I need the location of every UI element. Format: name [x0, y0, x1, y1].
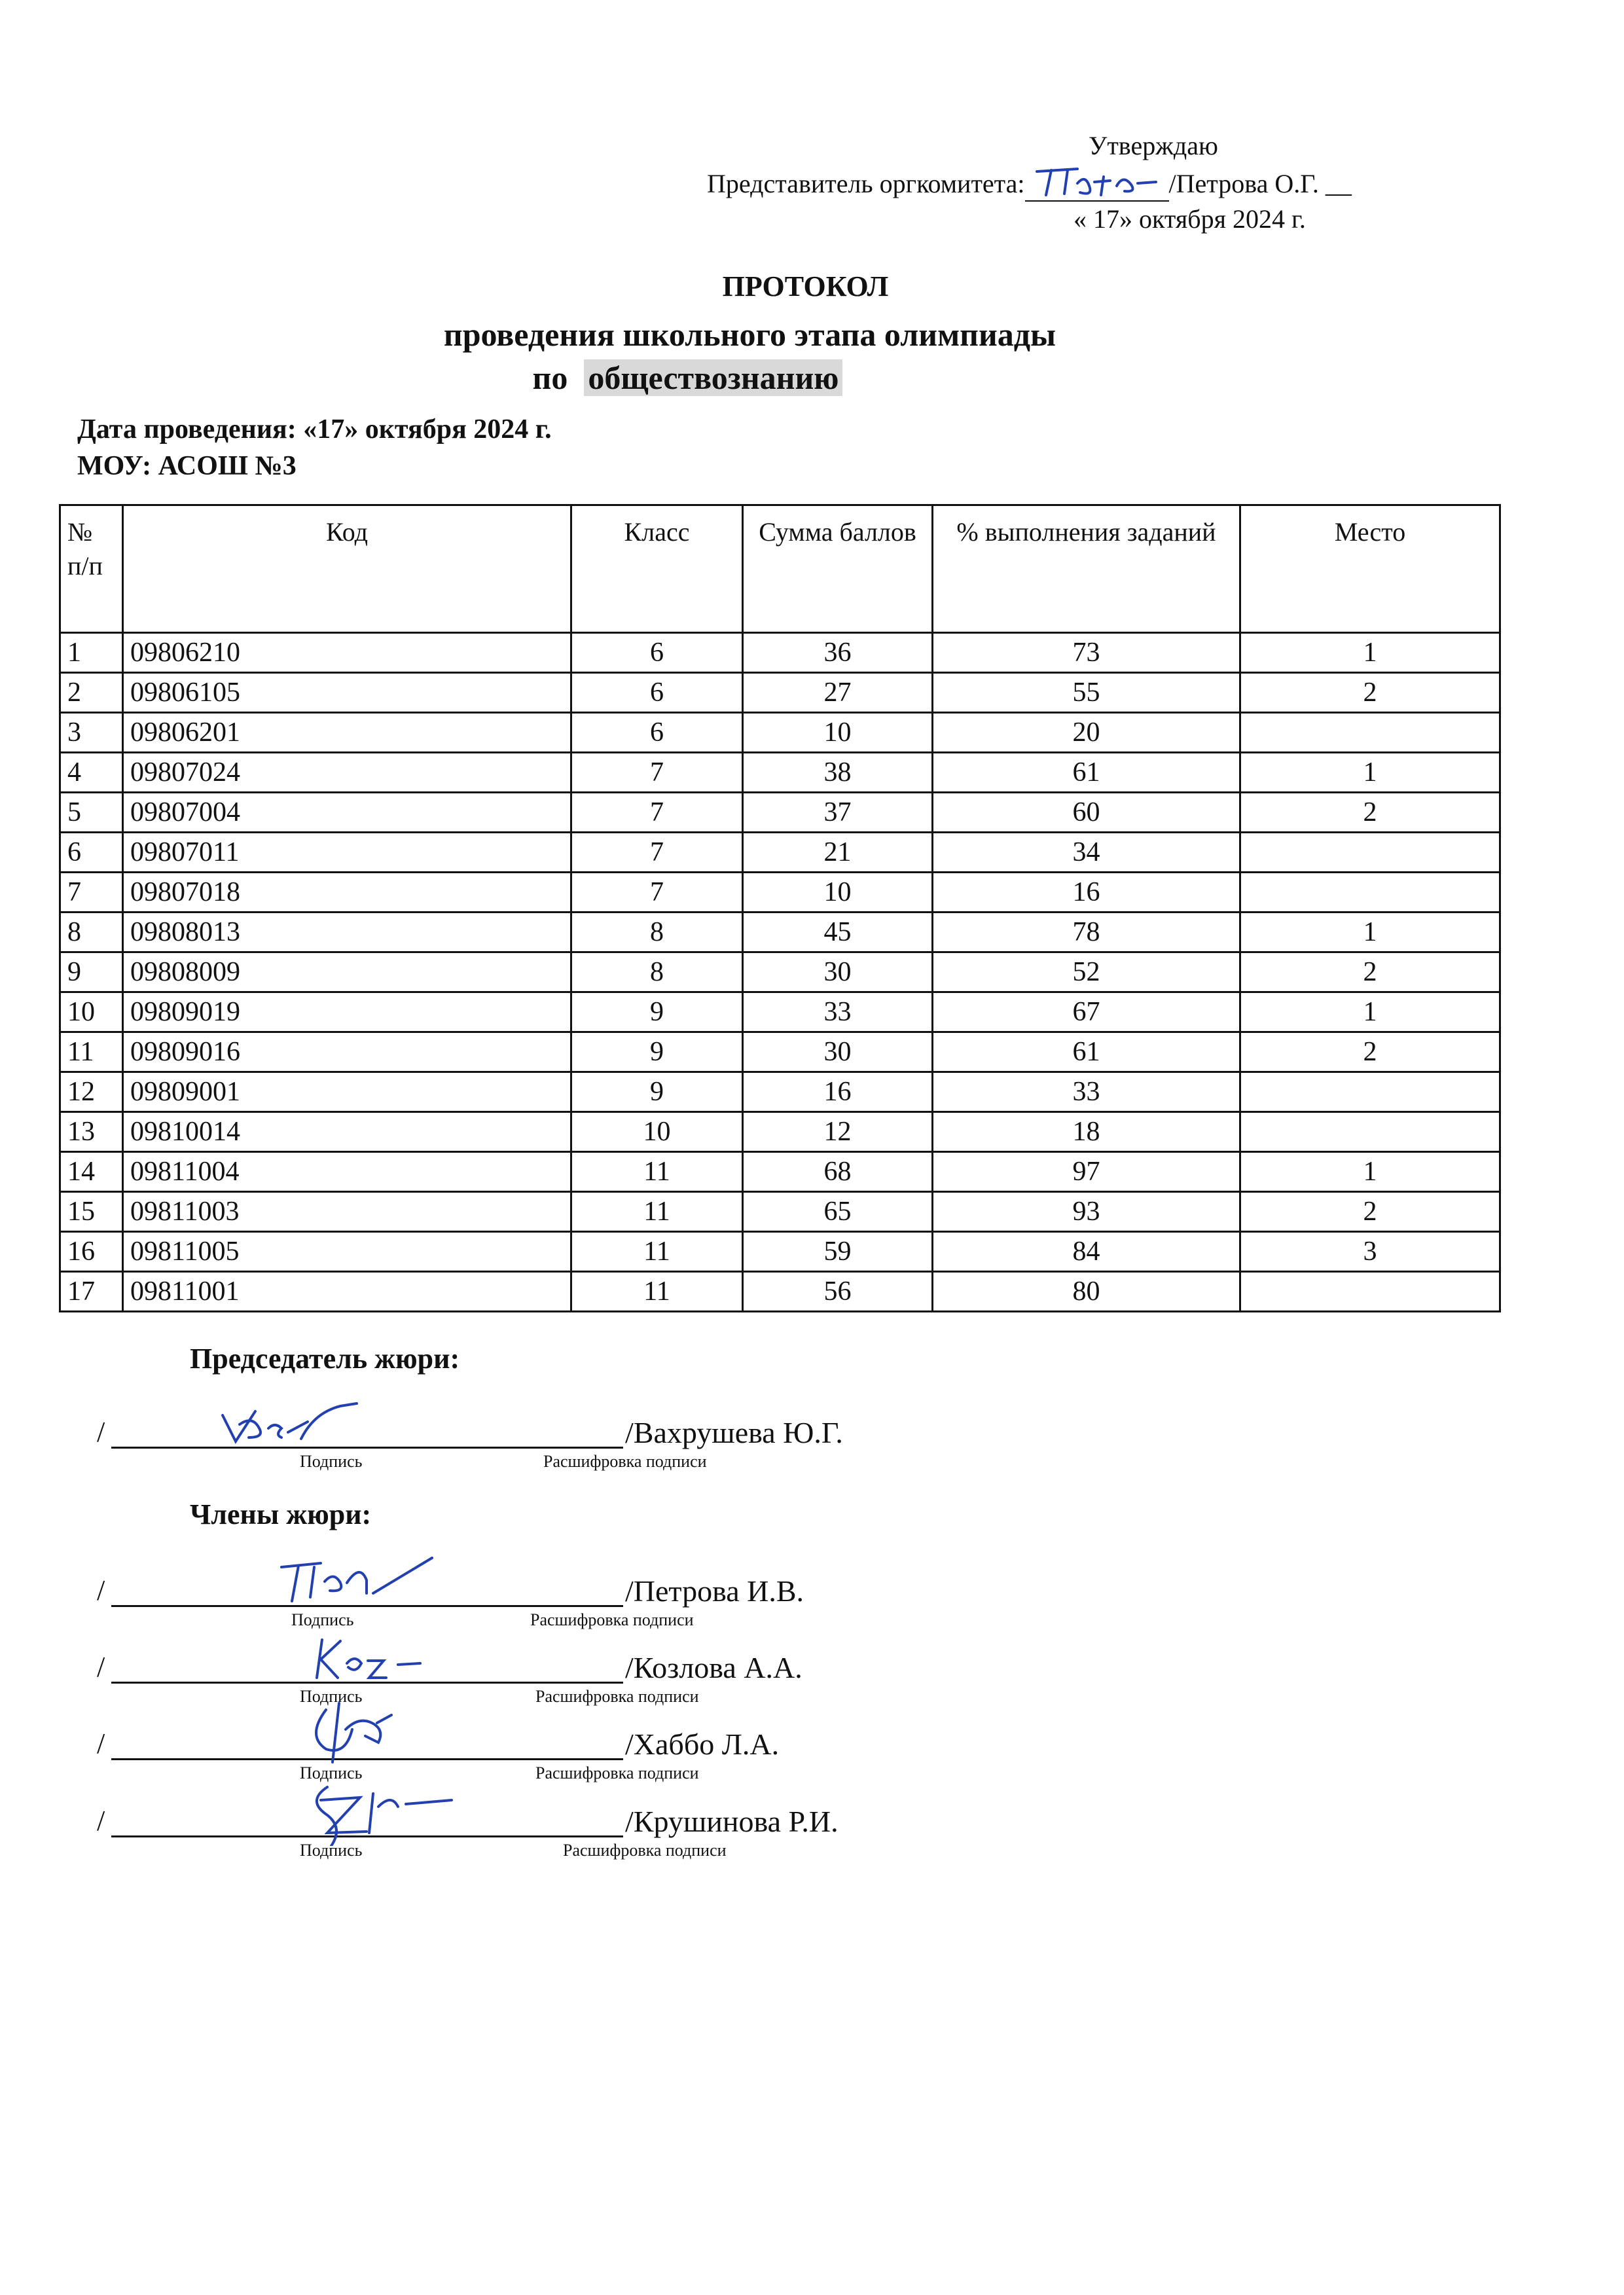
signature-caption: Подпись	[300, 1841, 363, 1860]
cell-pct: 33	[933, 1072, 1240, 1112]
cell-sum: 16	[743, 1072, 933, 1112]
member-name: /Хаббо Л.А.	[625, 1727, 780, 1761]
cell-class: 7	[571, 873, 743, 913]
member-signature-icon	[268, 1554, 439, 1613]
cell-sum: 27	[743, 673, 933, 713]
cell-pct: 73	[933, 633, 1240, 673]
cell-num: 13	[60, 1112, 123, 1152]
cell-num: 5	[60, 793, 123, 833]
cell-sum: 65	[743, 1192, 933, 1232]
chair-heading: Председатель жюри:	[190, 1343, 460, 1375]
cell-place: 2	[1240, 793, 1500, 833]
table-row	[60, 1112, 1500, 1152]
cell-place	[1240, 713, 1500, 753]
cell-place	[1240, 1272, 1500, 1312]
cell-sum: 59	[743, 1232, 933, 1272]
cell-sum: 30	[743, 1032, 933, 1072]
cell-code: 09808013	[123, 913, 571, 952]
header-code: Код	[123, 505, 571, 633]
cell-class: 7	[571, 793, 743, 833]
cell-sum: 10	[743, 713, 933, 753]
page-subtitle: проведения школьного этапа олимпиады	[443, 316, 1056, 353]
cell-pct: 18	[933, 1112, 1240, 1152]
cell-place: 2	[1240, 952, 1500, 992]
signature-caption: Подпись	[291, 1610, 354, 1629]
cell-sum: 21	[743, 833, 933, 873]
cell-class: 9	[571, 1032, 743, 1072]
cell-place: 2	[1240, 1192, 1500, 1232]
table-row	[60, 673, 1500, 713]
cell-pct: 61	[933, 1032, 1240, 1072]
representative-name: /Петрова О.Г. __	[1168, 169, 1352, 198]
table-row	[60, 873, 1500, 913]
cell-num: 16	[60, 1232, 123, 1272]
header-sum: Сумма баллов	[743, 505, 933, 633]
cell-code: 09807024	[123, 753, 571, 793]
cell-pct: 84	[933, 1232, 1240, 1272]
cell-sum: 37	[743, 793, 933, 833]
chair-name: /Вахрушева Ю.Г.	[625, 1416, 843, 1449]
cell-sum: 68	[743, 1152, 933, 1192]
member-signature-row: / /Петрова И.В. Подпись Расшифровка подписи	[92, 1574, 812, 1626]
subject-name: обществознанию	[584, 359, 842, 396]
cell-num: 4	[60, 753, 123, 793]
cell-num: 1	[60, 633, 123, 673]
cell-class: 11	[571, 1232, 743, 1272]
cell-code: 09806105	[123, 673, 571, 713]
cell-place	[1240, 873, 1500, 913]
cell-pct: 80	[933, 1272, 1240, 1312]
member-signature-row: / /Козлова А.А. Подпись Расшифровка подписи	[92, 1650, 812, 1703]
cell-class: 6	[571, 673, 743, 713]
decode-caption: Расшифровка подписи	[535, 1687, 699, 1706]
cell-sum: 30	[743, 952, 933, 992]
table-row	[60, 1192, 1500, 1232]
cell-code: 09807018	[123, 873, 571, 913]
cell-code: 09808009	[123, 952, 571, 992]
cell-code: 09809016	[123, 1032, 571, 1072]
cell-pct: 20	[933, 713, 1240, 753]
representative-signature-icon	[1032, 164, 1163, 203]
cell-class: 6	[571, 713, 743, 753]
member-signature-row: / /Крушинова Р.И. Подпись Расшифровка подписи	[92, 1804, 812, 1856]
cell-class: 8	[571, 913, 743, 952]
cell-num: 11	[60, 1032, 123, 1072]
cell-class: 11	[571, 1272, 743, 1312]
cell-class: 11	[571, 1192, 743, 1232]
table-row	[60, 1232, 1500, 1272]
cell-pct: 97	[933, 1152, 1240, 1192]
cell-place	[1240, 1072, 1500, 1112]
cell-code: 09811004	[123, 1152, 571, 1192]
cell-num: 7	[60, 873, 123, 913]
cell-pct: 78	[933, 913, 1240, 952]
table-row	[60, 1072, 1500, 1112]
decode-caption: Расшифровка подписи	[530, 1610, 694, 1629]
cell-sum: 45	[743, 913, 933, 952]
cell-place: 1	[1240, 913, 1500, 952]
table-row	[60, 992, 1500, 1032]
table-row	[60, 833, 1500, 873]
cell-sum: 12	[743, 1112, 933, 1152]
cell-sum: 10	[743, 873, 933, 913]
members-heading: Члены жюри:	[190, 1498, 372, 1530]
cell-place: 1	[1240, 992, 1500, 1032]
cell-code: 09811005	[123, 1232, 571, 1272]
cell-num: 17	[60, 1272, 123, 1312]
cell-pct: 61	[933, 753, 1240, 793]
signature-line	[111, 1447, 623, 1449]
cell-class: 7	[571, 833, 743, 873]
cell-class: 10	[571, 1112, 743, 1152]
cell-class: 7	[571, 753, 743, 793]
table-row	[60, 1272, 1500, 1312]
cell-class: 11	[571, 1152, 743, 1192]
cell-code: 09811003	[123, 1192, 571, 1232]
representative-label: Представитель оргкомитета:	[707, 169, 1025, 198]
table-row	[60, 1152, 1500, 1192]
member-name: /Крушинова Р.И.	[625, 1805, 839, 1838]
cell-place	[1240, 1112, 1500, 1152]
table-header-row	[60, 505, 1500, 633]
chair-signature-icon	[216, 1402, 367, 1455]
cell-num: 9	[60, 952, 123, 992]
table-row	[60, 793, 1500, 833]
decode-caption: Расшифровка подписи	[535, 1763, 699, 1782]
cell-code: 09806210	[123, 633, 571, 673]
cell-code: 09810014	[123, 1112, 571, 1152]
cell-pct: 55	[933, 673, 1240, 713]
cell-num: 8	[60, 913, 123, 952]
cell-pct: 60	[933, 793, 1240, 833]
subject-line	[0, 359, 1624, 397]
cell-pct: 52	[933, 952, 1240, 992]
cell-class: 9	[571, 1072, 743, 1112]
member-signature-row: / /Хаббо Л.А. Подпись Расшифровка подписи	[92, 1727, 812, 1779]
cell-sum: 36	[743, 633, 933, 673]
cell-num: 12	[60, 1072, 123, 1112]
member-signature-icon	[300, 1697, 405, 1769]
decode-caption: Расшифровка подписи	[543, 1452, 707, 1471]
subject-prefix: по	[532, 359, 568, 396]
cell-code: 09811001	[123, 1272, 571, 1312]
cell-pct: 67	[933, 992, 1240, 1032]
table-row	[60, 952, 1500, 992]
decode-caption: Расшифровка подписи	[563, 1841, 727, 1860]
cell-class: 8	[571, 952, 743, 992]
header-class: Класс	[571, 505, 743, 633]
member-name: /Козлова А.А.	[625, 1651, 803, 1684]
member-signature-icon	[301, 1774, 458, 1846]
cell-sum: 38	[743, 753, 933, 793]
header-percent: % выполнения заданий	[933, 505, 1240, 633]
header-place: Место	[1240, 505, 1500, 633]
cell-code: 09806201	[123, 713, 571, 753]
cell-num: 3	[60, 713, 123, 753]
table-row	[60, 633, 1500, 673]
cell-code: 09807004	[123, 793, 571, 833]
cell-pct: 34	[933, 833, 1240, 873]
page-title: ПРОТОКОЛ	[722, 270, 889, 302]
cell-sum: 33	[743, 992, 933, 1032]
representative-signature-line	[1025, 173, 1169, 202]
cell-place: 1	[1240, 1152, 1500, 1192]
cell-num: 6	[60, 833, 123, 873]
cell-place: 1	[1240, 633, 1500, 673]
cell-place: 2	[1240, 1032, 1500, 1072]
chair-signature-row: / /Вахрушева Ю.Г. Подпись Расшифровка подписи	[92, 1415, 812, 1468]
cell-num: 15	[60, 1192, 123, 1232]
cell-code: 09809019	[123, 992, 571, 1032]
cell-num: 10	[60, 992, 123, 1032]
header-num: № п/п	[60, 505, 123, 633]
cell-code: 09809001	[123, 1072, 571, 1112]
signature-caption: Подпись	[300, 1452, 363, 1471]
signature-caption: Подпись	[300, 1687, 363, 1706]
cell-pct: 93	[933, 1192, 1240, 1232]
approval-date: « 17» октября 2024 г.	[1074, 204, 1306, 234]
representative-line	[707, 166, 1352, 202]
table-row	[60, 913, 1500, 952]
cell-place	[1240, 833, 1500, 873]
table-row	[60, 753, 1500, 793]
member-signature-icon	[308, 1632, 425, 1691]
table-row	[60, 1032, 1500, 1072]
cell-class: 9	[571, 992, 743, 1032]
approve-label: Утверждаю	[1089, 131, 1218, 160]
cell-num: 2	[60, 673, 123, 713]
cell-class: 6	[571, 633, 743, 673]
cell-sum: 56	[743, 1272, 933, 1312]
cell-pct: 16	[933, 873, 1240, 913]
cell-code: 09807011	[123, 833, 571, 873]
cell-num: 14	[60, 1152, 123, 1192]
cell-place: 3	[1240, 1232, 1500, 1272]
results-table	[59, 504, 1501, 1312]
signature-caption: Подпись	[300, 1763, 363, 1782]
date-line: Дата проведения: «17» октября 2024 г.	[77, 414, 552, 444]
table-row	[60, 713, 1500, 753]
cell-place: 1	[1240, 753, 1500, 793]
school-line: МОУ: АСОШ №3	[77, 451, 297, 481]
member-name: /Петрова И.В.	[625, 1574, 804, 1608]
cell-place: 2	[1240, 673, 1500, 713]
